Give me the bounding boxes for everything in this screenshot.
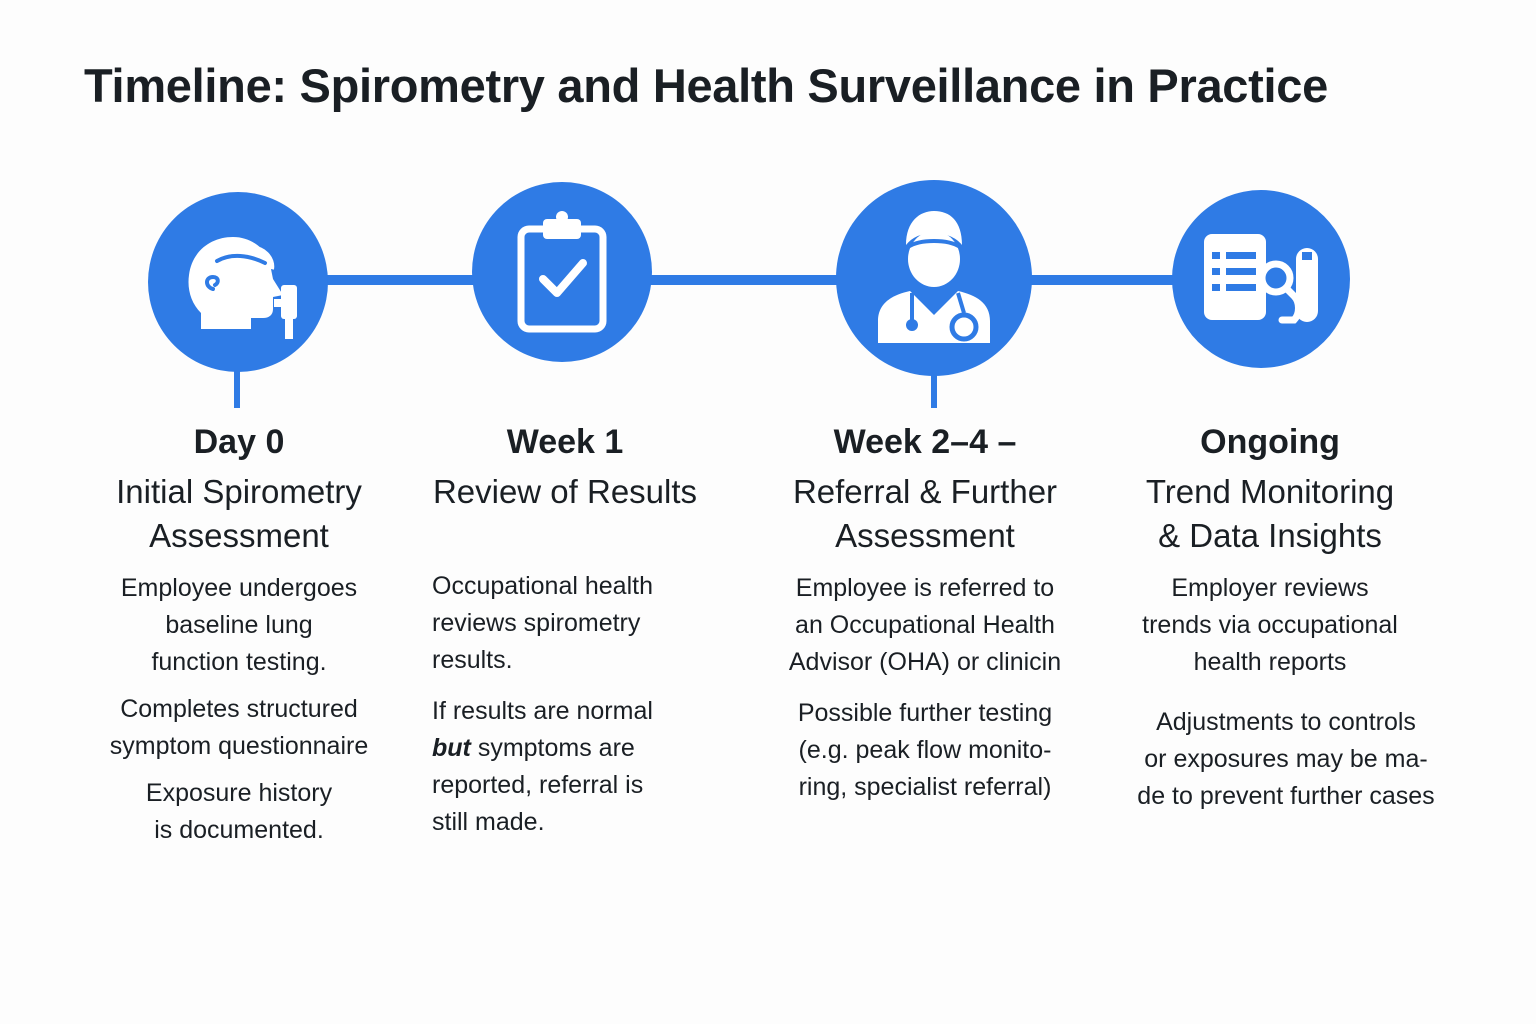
timeline-connector-3: [1025, 275, 1180, 285]
step-1-circle: [148, 192, 328, 372]
timeline-connector-2: [645, 275, 845, 285]
step-3-subtitle: Referral & Further Assessment: [792, 473, 1058, 554]
step-4-paragraph-1: Employer reviews trends via occupational health reports: [1142, 574, 1398, 676]
step-2-heading: Week 1: [506, 423, 624, 461]
step-1-heading: Day 0: [193, 423, 285, 461]
step-3-heading: Week 2–4 –: [833, 423, 1017, 461]
step-4-paragraph-2: Adjustments to controls or exposures may be ma- de to prevent further cases: [1137, 708, 1435, 810]
step-1-paragraph-1: Employee undergoes baseline lung function testing.: [120, 574, 358, 676]
step-2-subtitle: Review of Results: [432, 473, 698, 510]
step-2-circle: [472, 182, 652, 362]
step-2-paragraph-2-start: If results are normal: [432, 697, 653, 725]
step-4-heading: Ongoing: [1200, 423, 1340, 461]
step-3-text: [760, 420, 1090, 806]
page-title: Timeline: Spirometry and Health Surveillance in Practice: [84, 59, 1328, 112]
step-2-paragraph-1: Occupational health reviews spirometry results.: [432, 572, 653, 674]
step-2-paragraph-2-end: symptoms are reported, referral is still made.: [432, 734, 644, 836]
step-3-paragraph-1: Employee is referred to an Occupational Health Advisor (OHA) or clinicin: [788, 574, 1062, 676]
step-2-heading-block: [420, 420, 710, 514]
step-4-heading-block: [1110, 420, 1430, 681]
step-4-subtitle: Trend Monitoring & Data Insights: [1145, 473, 1395, 554]
step-4-circle: [1172, 190, 1350, 368]
step-2-text: [432, 558, 712, 841]
step-1-subtitle: Initial Spirometry Assessment: [116, 473, 362, 554]
step-1-text: [80, 420, 398, 849]
step-3-paragraph-2: Possible further testing (e.g. peak flow monito- ring, specialist referral): [797, 699, 1053, 801]
step-1-paragraph-3: Exposure history is documented.: [145, 779, 333, 844]
clipboard-check-icon: [507, 207, 617, 337]
step-1-paragraph-2: Completes structured symptom questionnaire: [109, 695, 369, 760]
doctor-stethoscope-icon: [864, 203, 1004, 353]
step-2-paragraph-2: [432, 693, 712, 841]
timeline-connector-1: [320, 275, 480, 285]
report-magnifier-icon: [1196, 224, 1326, 334]
person-spirometer-icon: [173, 217, 303, 347]
step-2-emphasis: but: [432, 734, 471, 762]
step-4-text: [1116, 694, 1456, 815]
step-3-circle: [836, 180, 1032, 376]
